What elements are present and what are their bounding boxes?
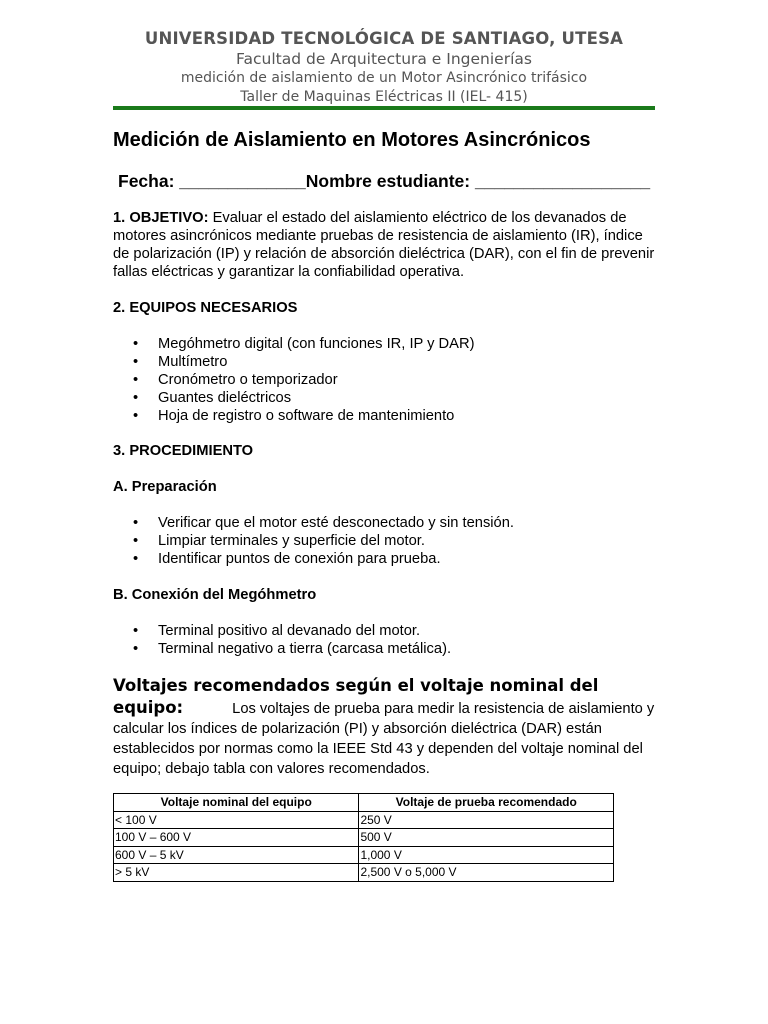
list-item: • Terminal positivo al devanado del motor.: [133, 623, 421, 639]
course-line: Taller de Maquinas Eléctricas II (IEL- 415): [240, 89, 528, 105]
document-title: Medición de Aislamiento en Motores Asincrónicos: [113, 129, 591, 151]
voltajes-heading-continued: equipo:: [113, 698, 184, 717]
test-voltage-cell: 500 V: [359, 829, 614, 847]
equipos-list: [113, 335, 658, 425]
bullet-icon: •: [133, 372, 139, 388]
bullet-icon: •: [133, 390, 139, 406]
table-row: [114, 864, 614, 882]
voltage-table: [113, 793, 614, 882]
table-row: [114, 846, 614, 864]
bullet-icon: •: [133, 354, 139, 370]
faculty-name: Facultad de Arquitectura e Ingenierías: [236, 50, 532, 68]
bullet-icon: •: [133, 533, 139, 549]
list-item: • Cronómetro o temporizador: [133, 372, 338, 388]
fecha-student-line: Fecha: _____________Nombre estudiante: __________________: [118, 171, 651, 191]
table-header-row: [114, 794, 614, 812]
table-row: [114, 829, 614, 847]
list-item: • Megóhmetro digital (con funciones IR, IP y DAR): [133, 336, 475, 352]
objetivo-paragraph: [113, 209, 658, 281]
nominal-voltage-cell: 100 V – 600 V: [114, 829, 359, 847]
header-test-voltage: Voltaje de prueba recomendado: [359, 794, 614, 812]
table-row: [114, 811, 614, 829]
test-voltage-cell: 1,000 V: [359, 846, 614, 864]
objetivo-text: Evaluar el estado del aislamiento eléctrico de los devanados de motores asincrónicos mediante pruebas de resistencia de aislamiento (IR), índice de polarización (IP) y relación de absorción dieléctrica (DAR), con el fin de prevenir fallas eléctricas y garantizar la confiabilidad operativa.: [113, 210, 655, 280]
list-item: • Identificar puntos de conexión para prueba.: [133, 551, 441, 567]
nominal-voltage-cell: > 5 kV: [114, 864, 359, 882]
voltajes-paragraph: [113, 698, 658, 779]
test-voltage-cell: 2,500 V o 5,000 V: [359, 864, 614, 882]
university-name: UNIVERSIDAD TECNOLÓGICA DE SANTIAGO, UTESA: [144, 29, 624, 48]
voltajes-heading: Voltajes recomendados según el voltaje nominal del: [113, 676, 599, 695]
bullet-icon: •: [133, 623, 139, 639]
bullet-icon: •: [133, 515, 139, 531]
list-item: • Limpiar terminales y superficie del motor.: [133, 533, 425, 549]
bullet-icon: •: [133, 551, 139, 567]
list-item: • Verificar que el motor esté desconectado y sin tensión.: [133, 515, 514, 531]
list-item: • Terminal negativo a tierra (carcasa metálica).: [133, 641, 452, 657]
header-nominal-voltage: Voltaje nominal del equipo: [114, 794, 359, 812]
preparacion-heading: A. Preparación: [113, 479, 217, 495]
list-item: • Multímetro: [133, 354, 228, 370]
conexion-heading: B. Conexión del Megóhmetro: [113, 587, 317, 603]
document-header: [113, 28, 655, 107]
nominal-voltage-cell: < 100 V: [114, 811, 359, 829]
equipos-heading: 2. EQUIPOS NECESARIOS: [113, 300, 298, 316]
list-item: • Hoja de registro o software de mantenimiento: [133, 408, 455, 424]
conexion-list: [113, 622, 658, 658]
objetivo-label: 1. OBJETIVO:: [113, 210, 209, 226]
bullet-icon: •: [133, 641, 139, 657]
subject-line: medición de aislamiento de un Motor Asincrónico trifásico: [180, 70, 588, 86]
bullet-icon: •: [133, 336, 139, 352]
bullet-icon: •: [133, 408, 139, 424]
preparacion-list: [113, 514, 658, 568]
procedimiento-heading: 3. PROCEDIMIENTO: [113, 443, 254, 459]
test-voltage-cell: 250 V: [359, 811, 614, 829]
nominal-voltage-cell: 600 V – 5 kV: [114, 846, 359, 864]
header-divider: [113, 106, 655, 110]
voltajes-text: Los voltajes de prueba para medir la resistencia de aislamiento y calcular los índices de polarización (PI) y absorción dieléctrica (DAR) están establecidos por normas como la IEEE Std 43 y dependen del voltaje nominal del equipo; debajo tabla con valores recomendados.: [113, 701, 655, 777]
list-item: • Guantes dieléctricos: [133, 390, 292, 406]
